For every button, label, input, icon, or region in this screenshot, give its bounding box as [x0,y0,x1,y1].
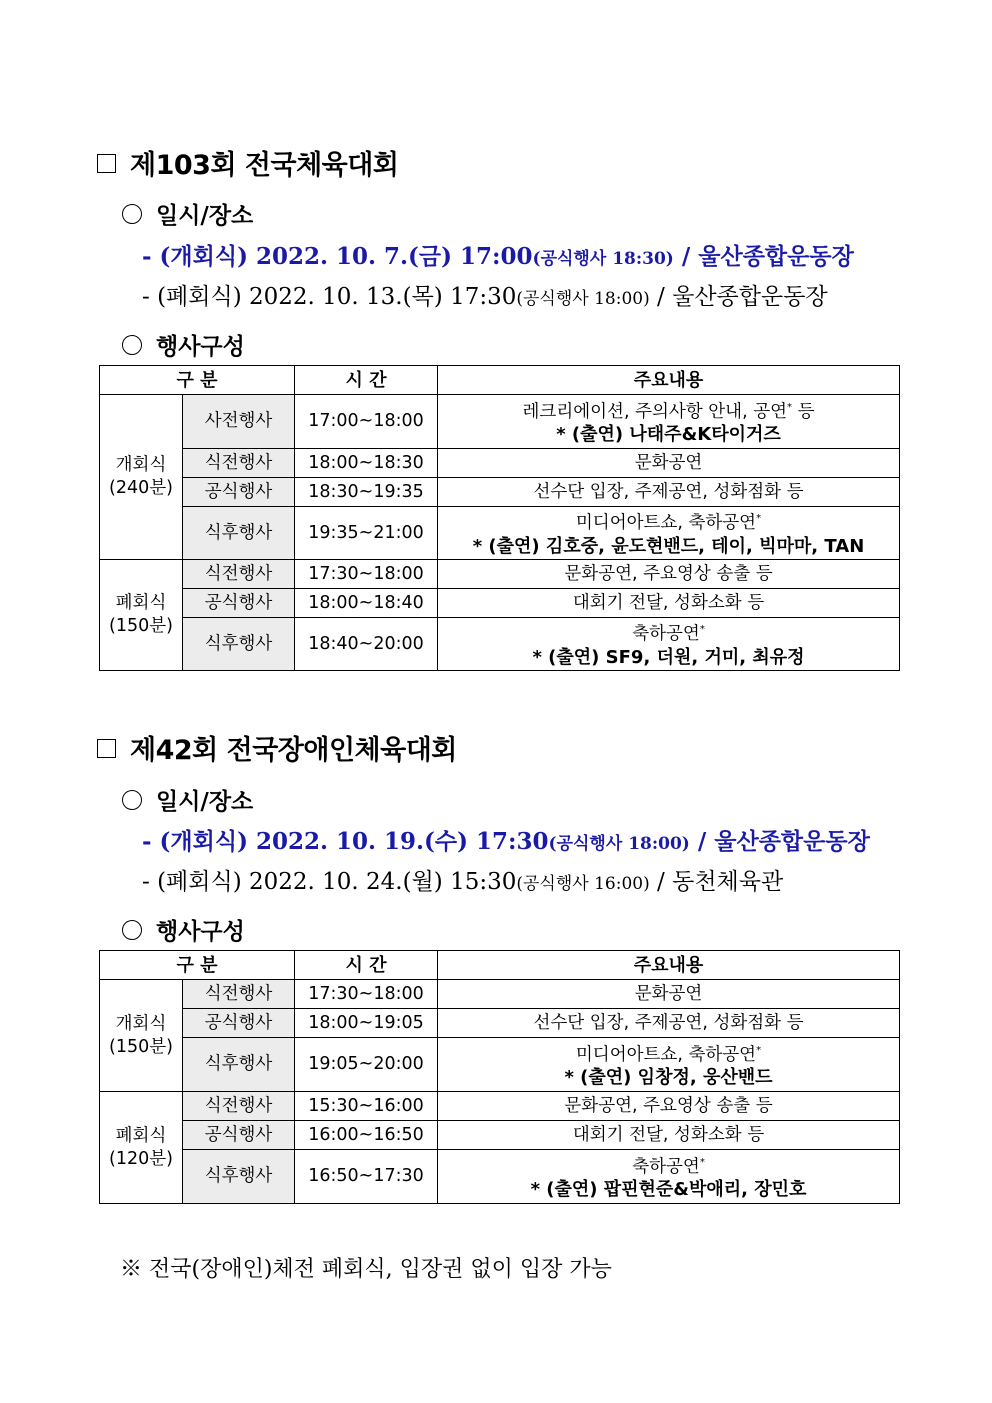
time-cell: 18:00~18:40 [295,589,438,618]
event-cell: 식후행사 [183,1150,295,1204]
section2-schedule-title: 일시/장소 [122,783,253,816]
time-cell: 18:30~19:35 [295,478,438,507]
section2-title: 제42회 전국장애인체육대회 [130,735,457,766]
time-cell: 18:00~18:30 [295,449,438,478]
content-cell: 문화공연 [438,449,900,478]
group-cell: 개회식 (150분) [100,980,183,1092]
time-cell: 19:05~20:00 [295,1038,438,1092]
section1-heading [97,143,398,182]
content-cell: 축하공연* * (출연) 팝핀현준&박애리, 장민호 [438,1150,900,1204]
content-cell: 선수단 입장, 주제공연, 성화점화 등 [438,1009,900,1038]
event-cell: 식후행사 [183,507,295,560]
time-cell: 17:30~18:00 [295,980,438,1009]
content-cell: 미디어아트쇼, 축하공연* * (출연) 김호중, 윤도현밴드, 테이, 빅마마, TAN [438,507,900,560]
table-row [100,478,900,507]
table-row [100,560,900,589]
table-row [100,507,900,560]
table-row [100,1038,900,1092]
section1-schedule-title: 일시/장소 [122,197,253,230]
section1-program-title: 행사구성 [122,328,245,361]
table-row [100,1009,900,1038]
content-cell: 미디어아트쇼, 축하공연* * (출연) 임창정, 웅산밴드 [438,1038,900,1092]
table-row [100,618,900,671]
table-row [100,589,900,618]
event-cell: 공식행사 [183,589,295,618]
time-cell: 16:50~17:30 [295,1150,438,1204]
table-row [100,980,900,1009]
section2-program-table [99,950,900,1204]
content-cell: 문화공연 [438,980,900,1009]
table-row [100,1121,900,1150]
group-cell: 개회식 (240분) [100,395,183,560]
section2-opening-line: - (개회식) 2022. 10. 19.(수) 17:30(공식행사 18:00) / 울산종합운동장 [142,828,870,855]
group-cell: 폐회식 (150분) [100,560,183,671]
table-row [100,395,900,449]
col-header-category: 구 분 [100,951,295,980]
time-cell: 18:00~19:05 [295,1009,438,1038]
event-cell: 식전행사 [183,449,295,478]
event-cell: 식전행사 [183,560,295,589]
section2-heading [97,728,457,767]
section1-closing-line: - (폐회식) 2022. 10. 13.(목) 17:30(공식행사 18:00) / 울산종합운동장 [142,284,828,310]
table-row [100,1092,900,1121]
content-cell: 대회기 전달, 성화소화 등 [438,1121,900,1150]
event-cell: 사전행사 [183,395,295,449]
col-header-content: 주요내용 [438,951,900,980]
col-header-time: 시 간 [295,951,438,980]
table-header-row [100,366,900,395]
time-cell: 17:30~18:00 [295,560,438,589]
admission-note: ※ 전국(장애인)체전 폐회식, 입장권 없이 입장 가능 [120,1257,612,1282]
time-cell: 18:40~20:00 [295,618,438,671]
event-cell: 식전행사 [183,980,295,1009]
time-cell: 17:00~18:00 [295,395,438,449]
content-cell: 축하공연* * (출연) SF9, 더원, 거미, 최유정 [438,618,900,671]
event-cell: 공식행사 [183,1009,295,1038]
table-row [100,449,900,478]
section2-closing-line: - (폐회식) 2022. 10. 24.(월) 15:30(공식행사 16:00) / 동천체육관 [142,869,784,895]
col-header-time: 시 간 [295,366,438,395]
table-row [100,1150,900,1204]
time-cell: 15:30~16:00 [295,1092,438,1121]
section1-opening-line: - (개회식) 2022. 10. 7.(금) 17:00(공식행사 18:30) / 울산종합운동장 [142,243,854,270]
table-header-row [100,951,900,980]
circle-bullet-icon [122,920,142,940]
circle-bullet-icon [122,790,142,810]
event-cell: 공식행사 [183,478,295,507]
square-bullet-icon [97,739,116,758]
col-header-content: 주요내용 [438,366,900,395]
content-cell: 문화공연, 주요영상 송출 등 [438,560,900,589]
circle-bullet-icon [122,204,142,224]
content-cell: 선수단 입장, 주제공연, 성화점화 등 [438,478,900,507]
content-cell: 문화공연, 주요영상 송출 등 [438,1092,900,1121]
content-cell: 대회기 전달, 성화소화 등 [438,589,900,618]
content-cell: 레크리에이션, 주의사항 안내, 공연* 등 * (출연) 나태주&K타이거즈 [438,395,900,449]
section1-title: 제103회 전국체육대회 [130,150,399,181]
circle-bullet-icon [122,335,142,355]
square-bullet-icon [97,154,116,173]
event-cell: 식후행사 [183,618,295,671]
col-header-category: 구 분 [100,366,295,395]
time-cell: 16:00~16:50 [295,1121,438,1150]
section1-program-table [99,365,900,671]
event-cell: 공식행사 [183,1121,295,1150]
section2-program-title: 행사구성 [122,913,245,946]
event-cell: 식후행사 [183,1038,295,1092]
time-cell: 19:35~21:00 [295,507,438,560]
group-cell: 폐회식 (120분) [100,1092,183,1204]
event-cell: 식전행사 [183,1092,295,1121]
